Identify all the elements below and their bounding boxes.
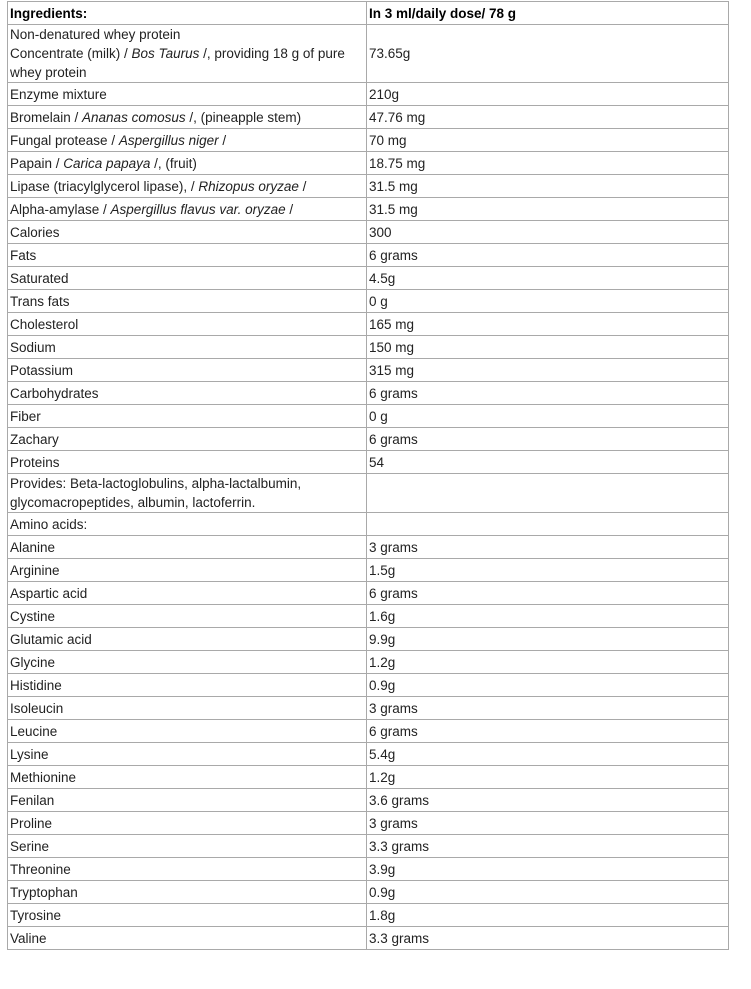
amino-glutamic-acid-label: Glutamic acid	[8, 628, 367, 651]
amino-threonine-label: Threonine	[8, 858, 367, 881]
enzyme-mixture-value: 210g	[367, 83, 729, 106]
table-row-amino-threonine	[8, 858, 729, 881]
calories-label: Calories	[8, 221, 367, 244]
amino-leucine-value: 6 grams	[367, 720, 729, 743]
header-daily-dose: In 3 ml/daily dose/ 78 g	[367, 2, 729, 25]
table-row-proteins	[8, 451, 729, 474]
amino-fenilan-label: Fenilan	[8, 789, 367, 812]
fungal-protease-label	[8, 129, 367, 152]
amino-glutamic-acid-value: 9.9g	[367, 628, 729, 651]
table-row-whey-protein	[8, 25, 729, 83]
amino-proline-value: 3 grams	[367, 812, 729, 835]
lipase-latin: Rhizopus oryzae	[198, 178, 299, 194]
fungal-protease-value: 70 mg	[367, 129, 729, 152]
table-row-saturated	[8, 267, 729, 290]
table-row-amino-tryptophan	[8, 881, 729, 904]
alpha-amylase-latin: Aspergillus flavus var. oryzae	[110, 201, 286, 217]
amino-methionine-value: 1.2g	[367, 766, 729, 789]
table-row-amino-acids-header	[8, 513, 729, 536]
lipase-value: 31.5 mg	[367, 175, 729, 198]
fiber-label: Fiber	[8, 405, 367, 428]
whey-protein-label	[8, 25, 367, 83]
lipase-pre: Lipase (triacylglycerol lipase), /	[10, 178, 199, 194]
amino-isoleucin-label: Isoleucin	[8, 697, 367, 720]
provides-value	[367, 474, 729, 513]
bromelain-value: 47.76 mg	[367, 106, 729, 129]
amino-serine-value: 3.3 grams	[367, 835, 729, 858]
carbohydrates-value: 6 grams	[367, 382, 729, 405]
alpha-amylase-value: 31.5 mg	[367, 198, 729, 221]
amino-aspartic-acid-value: 6 grams	[367, 582, 729, 605]
nutrition-table	[7, 1, 729, 950]
fungal-protease-pre: Fungal protease /	[10, 132, 119, 148]
amino-aspartic-acid-label: Aspartic acid	[8, 582, 367, 605]
alpha-amylase-label	[8, 198, 367, 221]
amino-tryptophan-label: Tryptophan	[8, 881, 367, 904]
fungal-protease-latin: Aspergillus niger	[118, 132, 219, 148]
whey-line-2	[10, 44, 364, 63]
table-row-amino-alanine	[8, 536, 729, 559]
lipase-post: /	[298, 178, 307, 194]
amino-isoleucin-value: 3 grams	[367, 697, 729, 720]
papain-latin: Carica papaya	[63, 155, 151, 171]
bromelain-pre: Bromelain /	[10, 109, 83, 125]
table-row-amino-tyrosine	[8, 904, 729, 927]
saturated-value: 4.5g	[367, 267, 729, 290]
amino-lysine-label: Lysine	[8, 743, 367, 766]
amino-methionine-label: Methionine	[8, 766, 367, 789]
table-row-zachary	[8, 428, 729, 451]
table-row-amino-histidine	[8, 674, 729, 697]
table-row-amino-leucine	[8, 720, 729, 743]
amino-tyrosine-label: Tyrosine	[8, 904, 367, 927]
provides-line-2: glycomacropeptides, albumin, lactoferrin.	[10, 495, 256, 510]
amino-cystine-value: 1.6g	[367, 605, 729, 628]
table-row-sodium	[8, 336, 729, 359]
amino-cystine-label: Cystine	[8, 605, 367, 628]
amino-alanine-label: Alanine	[8, 536, 367, 559]
amino-alanine-value: 3 grams	[367, 536, 729, 559]
cholesterol-label: Cholesterol	[8, 313, 367, 336]
trans-fats-value: 0 g	[367, 290, 729, 313]
papain-value: 18.75 mg	[367, 152, 729, 175]
whey-latin-name: Bos Taurus	[131, 46, 200, 61]
table-row-amino-glycine	[8, 651, 729, 674]
table-row-amino-glutamic-acid	[8, 628, 729, 651]
amino-acids-header-label: Amino acids:	[8, 513, 367, 536]
table-row-provides	[8, 474, 729, 513]
amino-fenilan-value: 3.6 grams	[367, 789, 729, 812]
calories-value: 300	[367, 221, 729, 244]
sodium-label: Sodium	[8, 336, 367, 359]
amino-valine-label: Valine	[8, 927, 367, 950]
alpha-amylase-pre: Alpha-amylase /	[10, 201, 111, 217]
fungal-protease-post: /	[218, 132, 227, 148]
fats-label: Fats	[8, 244, 367, 267]
amino-acids-header-value	[367, 513, 729, 536]
whey-line-2-pre: Concentrate (milk) /	[10, 46, 132, 61]
amino-lysine-value: 5.4g	[367, 743, 729, 766]
header-ingredients: Ingredients:	[8, 2, 367, 25]
papain-label	[8, 152, 367, 175]
amino-arginine-value: 1.5g	[367, 559, 729, 582]
proteins-label: Proteins	[8, 451, 367, 474]
table-row-amino-serine	[8, 835, 729, 858]
table-row-trans-fats	[8, 290, 729, 313]
bromelain-label	[8, 106, 367, 129]
table-row-amino-methionine	[8, 766, 729, 789]
amino-tyrosine-value: 1.8g	[367, 904, 729, 927]
bromelain-post: /, (pineapple stem)	[185, 109, 302, 125]
potassium-label: Potassium	[8, 359, 367, 382]
table-row-enzyme-mixture	[8, 83, 729, 106]
table-row-alpha-amylase	[8, 198, 729, 221]
amino-leucine-label: Leucine	[8, 720, 367, 743]
amino-proline-label: Proline	[8, 812, 367, 835]
table-header-row	[8, 2, 729, 25]
table-row-amino-fenilan	[8, 789, 729, 812]
table-row-cholesterol	[8, 313, 729, 336]
table-row-lipase	[8, 175, 729, 198]
table-row-bromelain	[8, 106, 729, 129]
table-row-amino-proline	[8, 812, 729, 835]
lipase-label	[8, 175, 367, 198]
papain-pre: Papain /	[10, 155, 64, 171]
table-row-potassium	[8, 359, 729, 382]
table-row-papain	[8, 152, 729, 175]
table-row-amino-aspartic-acid	[8, 582, 729, 605]
potassium-value: 315 mg	[367, 359, 729, 382]
amino-threonine-value: 3.9g	[367, 858, 729, 881]
amino-histidine-value: 0.9g	[367, 674, 729, 697]
whey-line-1: Non-denatured whey protein	[10, 27, 181, 42]
trans-fats-label: Trans fats	[8, 290, 367, 313]
amino-glycine-value: 1.2g	[367, 651, 729, 674]
amino-histidine-label: Histidine	[8, 674, 367, 697]
table-row-amino-isoleucin	[8, 697, 729, 720]
provides-label	[8, 474, 367, 513]
provides-line-1: Provides: Beta-lactoglobulins, alpha-lactalbumin,	[10, 476, 302, 491]
proteins-value: 54	[367, 451, 729, 474]
table-row-amino-cystine	[8, 605, 729, 628]
whey-line-3: whey protein	[10, 65, 87, 80]
table-row-amino-valine	[8, 927, 729, 950]
zachary-label: Zachary	[8, 428, 367, 451]
zachary-value: 6 grams	[367, 428, 729, 451]
table-row-calories	[8, 221, 729, 244]
table-row-amino-lysine	[8, 743, 729, 766]
table-row-fats	[8, 244, 729, 267]
table-row-fungal-protease	[8, 129, 729, 152]
amino-valine-value: 3.3 grams	[367, 927, 729, 950]
papain-post: /, (fruit)	[150, 155, 197, 171]
cholesterol-value: 165 mg	[367, 313, 729, 336]
amino-serine-label: Serine	[8, 835, 367, 858]
saturated-label: Saturated	[8, 267, 367, 290]
whey-line-2-post: /, providing 18 g of pure	[199, 46, 345, 61]
fats-value: 6 grams	[367, 244, 729, 267]
bromelain-latin: Ananas comosus	[82, 109, 186, 125]
table-row-fiber	[8, 405, 729, 428]
sodium-value: 150 mg	[367, 336, 729, 359]
table-row-amino-arginine	[8, 559, 729, 582]
alpha-amylase-post: /	[285, 201, 294, 217]
amino-glycine-label: Glycine	[8, 651, 367, 674]
enzyme-mixture-label: Enzyme mixture	[8, 83, 367, 106]
amino-arginine-label: Arginine	[8, 559, 367, 582]
fiber-value: 0 g	[367, 405, 729, 428]
whey-protein-value: 73.65g	[367, 25, 729, 83]
table-row-carbohydrates	[8, 382, 729, 405]
amino-tryptophan-value: 0.9g	[367, 881, 729, 904]
carbohydrates-label: Carbohydrates	[8, 382, 367, 405]
